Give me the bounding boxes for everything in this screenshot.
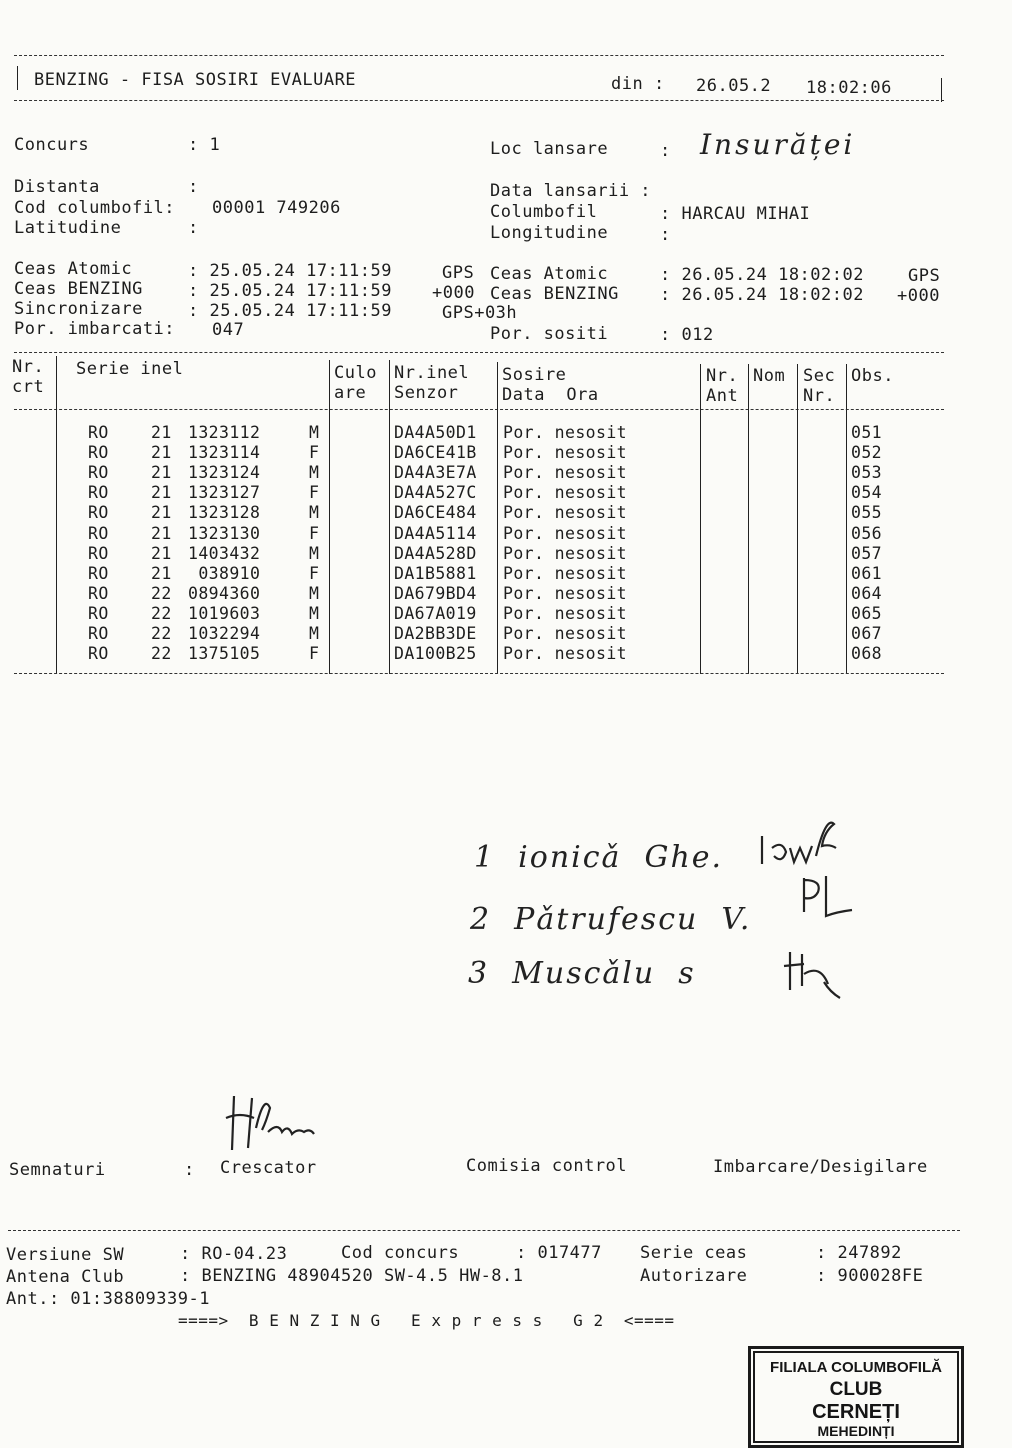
cell-ring: 1323128 [188, 503, 261, 523]
distanta-colon: : [188, 177, 199, 197]
por-sositi-value: : 012 [660, 325, 714, 345]
cell-obs: 067 [851, 624, 883, 643]
clock-right-atomic-value: : 26.05.24 18:02:02 [660, 265, 864, 285]
cell-obs: 064 [851, 583, 883, 603]
table-top-rule [14, 352, 944, 353]
table-row [0, 463, 960, 483]
cell-status: Por. nesosit [503, 624, 628, 643]
cell-ring: 1323127 [188, 483, 261, 503]
handwritten-line-3: 3 Muscǎlu s [468, 956, 696, 991]
table-row [0, 503, 960, 523]
cell-ring: 038910 [188, 563, 261, 583]
document-title: BENZING - FISA SOSIRI EVALUARE [34, 70, 357, 90]
cell-year: 22 [151, 644, 172, 664]
clock-left-atomic-suffix: GPS [442, 263, 475, 283]
stamp-line-1: FILIALA COLUMBOFILĂ [770, 1359, 942, 1376]
table-bottom-rule [14, 673, 944, 674]
cell-year: 21 [151, 503, 172, 523]
antena-club-value: : BENZING 48904520 SW-4.5 HW-8.1 [180, 1266, 524, 1286]
latitudine-label: Latitudine [14, 218, 122, 238]
cell-status: Por. nesosit [503, 644, 628, 664]
cell-country: RO [88, 483, 109, 503]
cell-ring: 0894360 [188, 583, 261, 603]
semnaturi-label: Semnaturi [9, 1160, 106, 1180]
cell-ring: 1403432 [188, 543, 261, 563]
antena-id: Ant.: 01:38809339-1 [6, 1289, 210, 1309]
th-crt: crt [12, 377, 45, 397]
signature-3 [780, 942, 850, 1002]
cell-obs: 061 [851, 563, 883, 583]
clock-left-benzing-value: : 25.05.24 17:11:59 [188, 281, 392, 301]
clock-right-atomic-suffix: GPS [908, 266, 941, 286]
antena-club-label: Antena Club [6, 1267, 125, 1287]
cell-sensor: DA2BB3DE [394, 624, 477, 643]
columbofil-label: Columbofil [490, 202, 598, 222]
footer-top-rule [8, 1230, 960, 1231]
table-row [0, 443, 960, 463]
concurs-label: Concurs [14, 135, 90, 155]
cell-sex: M [309, 583, 320, 603]
data-lansarii-label: Data lansarii : [490, 181, 652, 201]
clock-right-benzing-label: Ceas BENZING [490, 284, 619, 304]
cell-obs: 055 [851, 503, 883, 523]
benzing-express-brand: ====> B E N Z I N G E x p r e s s G 2 <==== [178, 1311, 675, 1330]
club-stamp [748, 1346, 964, 1448]
cell-year: 22 [151, 603, 172, 623]
cell-sex: F [309, 523, 320, 543]
longitudine-label: Longitudine [490, 223, 609, 243]
cell-year: 21 [151, 483, 172, 503]
cell-year: 22 [151, 624, 172, 643]
distanta-label: Distanta [14, 177, 100, 197]
cod-concurs-value: : 017477 [516, 1243, 602, 1263]
loc-lansare-label: Loc lansare [490, 139, 609, 159]
cell-sensor: DA1B5881 [394, 563, 477, 583]
th-nr: Nr. [12, 357, 45, 377]
cell-ring: 1323130 [188, 523, 261, 543]
clock-left-benzing-label: Ceas BENZING [14, 279, 143, 299]
comisia-control-label: Comisia control [466, 1156, 628, 1176]
table-row [0, 644, 960, 664]
cell-sex: M [309, 543, 320, 563]
cell-year: 21 [151, 463, 172, 483]
cell-year: 21 [151, 563, 172, 583]
din-label: din : [611, 74, 665, 94]
cell-country: RO [88, 543, 109, 563]
th-nom: Nom [753, 366, 786, 386]
cell-status: Por. nesosit [503, 423, 628, 442]
cell-ring: 1375105 [188, 644, 261, 664]
imbarcare-desigilare-label: Imbarcare/Desigilare [713, 1157, 928, 1177]
table-row [0, 483, 960, 503]
th-senzor: Senzor [394, 383, 459, 403]
cell-obs: 053 [851, 463, 883, 483]
crescator-label: Crescator [220, 1158, 317, 1178]
clock-left-sync-value: : 25.05.24 17:11:59 [188, 301, 392, 321]
clock-left-sync-label: Sincronizare [14, 299, 143, 319]
handwritten-line-2: 2 Pǎtrufescu V. [470, 902, 752, 937]
cell-country: RO [88, 443, 109, 463]
clock-left-sync-suffix: GPS+03h [442, 303, 518, 323]
cell-year: 22 [151, 583, 172, 603]
cell-status: Por. nesosit [503, 543, 628, 563]
clock-left-atomic-label: Ceas Atomic [14, 259, 133, 279]
cell-year: 21 [151, 423, 172, 442]
loc-lansare-colon: : [660, 141, 671, 161]
por-imbarcati-label: Por. imbarcati: [14, 319, 176, 339]
cell-sensor: DA4A3E7A [394, 463, 477, 483]
clock-left-benzing-suffix: +000 [432, 283, 475, 303]
cell-year: 21 [151, 523, 172, 543]
cell-sex: M [309, 423, 320, 442]
header-bottom-rule [14, 100, 944, 101]
latitudine-colon: : [188, 218, 199, 238]
clock-right-benzing-suffix: +000 [897, 286, 940, 306]
concurs-value: : 1 [188, 135, 221, 155]
cell-sensor: DA6CE484 [394, 503, 477, 523]
cell-country: RO [88, 503, 109, 523]
cell-ring: 1032294 [188, 624, 261, 643]
columbofil-value: : HARCAU MIHAI [660, 204, 811, 224]
signature-2 [796, 872, 866, 927]
handwritten-line-1: 1 ionicǎ Ghe. [474, 840, 724, 875]
header-date: 26.05.2 [696, 76, 772, 96]
cell-sex: F [309, 483, 320, 503]
por-imbarcati-value: 047 [212, 320, 245, 340]
cell-country: RO [88, 624, 109, 643]
stamp-line-4: MEHEDINȚI [817, 1423, 895, 1439]
cell-obs: 065 [851, 603, 883, 623]
cell-status: Por. nesosit [503, 463, 628, 483]
cell-year: 21 [151, 443, 172, 463]
cell-sex: F [309, 443, 320, 463]
cod-columbofil-label: Cod columbofil: [14, 198, 176, 218]
stamp-line-3: CERNEȚI [812, 1401, 900, 1423]
cell-country: RO [88, 603, 109, 623]
th-data-ora: Data Ora [502, 385, 599, 405]
header-time: 18:02:06 [806, 78, 892, 98]
cell-status: Por. nesosit [503, 603, 628, 623]
cell-status: Por. nesosit [503, 443, 628, 463]
signature-1 [756, 818, 846, 873]
cell-obs: 054 [851, 483, 883, 503]
cell-sex: M [309, 603, 320, 623]
table-row [0, 524, 960, 544]
table-row [0, 423, 960, 443]
cell-obs: 057 [851, 543, 883, 563]
cell-sensor: DA4A527C [394, 483, 477, 503]
cell-sensor: DA100B25 [394, 644, 477, 664]
cell-status: Por. nesosit [503, 583, 628, 603]
th-obs: Obs. [851, 366, 894, 386]
th-sec-1: Sec [803, 366, 836, 386]
serie-ceas-value: : 247892 [816, 1243, 902, 1263]
cell-obs: 052 [851, 443, 883, 463]
cell-sensor: DA4A528D [394, 543, 477, 563]
cell-country: RO [88, 523, 109, 543]
cell-obs: 068 [851, 644, 883, 664]
th-serie-inel: Serie inel [76, 359, 184, 379]
cell-sex: M [309, 624, 320, 643]
autorizare-value: : 900028FE [816, 1266, 924, 1286]
cell-sex: F [309, 644, 320, 664]
th-culoare-2: are [334, 383, 367, 403]
cod-columbofil-value: 00001 749206 [212, 198, 341, 218]
cell-ring: 1323112 [188, 423, 261, 442]
cell-ring: 1019603 [188, 603, 261, 623]
autorizare-label: Autorizare [640, 1266, 748, 1286]
versiune-sw-value: : RO-04.23 [180, 1244, 288, 1264]
cell-sensor: DA4A5114 [394, 523, 477, 543]
table-row [0, 544, 960, 564]
th-nr-inel: Nr.inel [394, 363, 470, 383]
cell-ring: 1323114 [188, 443, 261, 463]
cell-country: RO [88, 563, 109, 583]
semnaturi-colon: : [184, 1160, 195, 1180]
cell-status: Por. nesosit [503, 503, 628, 523]
cell-status: Por. nesosit [503, 483, 628, 503]
cell-sensor: DA6CE41B [394, 443, 477, 463]
table-row [0, 624, 960, 644]
table-row [0, 604, 960, 624]
cell-status: Por. nesosit [503, 523, 628, 543]
cell-obs: 056 [851, 523, 883, 543]
th-sec-2: Nr. [803, 386, 836, 406]
clock-right-atomic-label: Ceas Atomic [490, 264, 609, 284]
cell-sensor: DA679BD4 [394, 583, 477, 603]
cell-country: RO [88, 463, 109, 483]
cell-country: RO [88, 644, 109, 664]
cell-sex: M [309, 463, 320, 483]
cell-year: 21 [151, 543, 172, 563]
por-sositi-label: Por. sositi [490, 324, 609, 344]
cod-concurs-label: Cod concurs [341, 1243, 460, 1263]
table-header-rule [14, 409, 944, 410]
cell-country: RO [88, 583, 109, 603]
cell-ring: 1323124 [188, 463, 261, 483]
header-top-rule [14, 55, 944, 56]
header-right-border [941, 78, 942, 102]
table-row [0, 584, 960, 604]
versiune-sw-label: Versiune SW [6, 1245, 125, 1265]
cell-obs: 051 [851, 423, 883, 442]
table-row [0, 564, 960, 584]
longitudine-colon: : [660, 225, 671, 245]
cell-status: Por. nesosit [503, 563, 628, 583]
header-left-border [17, 66, 18, 90]
th-culoare-1: Culo [334, 363, 377, 383]
clock-right-benzing-value: : 26.05.24 18:02:02 [660, 285, 864, 305]
signature-crescator [222, 1088, 322, 1158]
loc-lansare-handwritten: Insurăței [700, 128, 856, 161]
cell-sex: F [309, 563, 320, 583]
th-sosire: Sosire [502, 365, 567, 385]
th-nr-ant-2: Ant [706, 386, 739, 406]
cell-country: RO [88, 423, 109, 442]
stamp-line-2: CLUB [829, 1379, 883, 1400]
cell-sensor: DA67A019 [394, 603, 477, 623]
clock-left-atomic-value: : 25.05.24 17:11:59 [188, 261, 392, 281]
cell-sex: M [309, 503, 320, 523]
th-nr-ant-1: Nr. [706, 366, 739, 386]
serie-ceas-label: Serie ceas [640, 1243, 748, 1263]
cell-sensor: DA4A50D1 [394, 423, 477, 442]
